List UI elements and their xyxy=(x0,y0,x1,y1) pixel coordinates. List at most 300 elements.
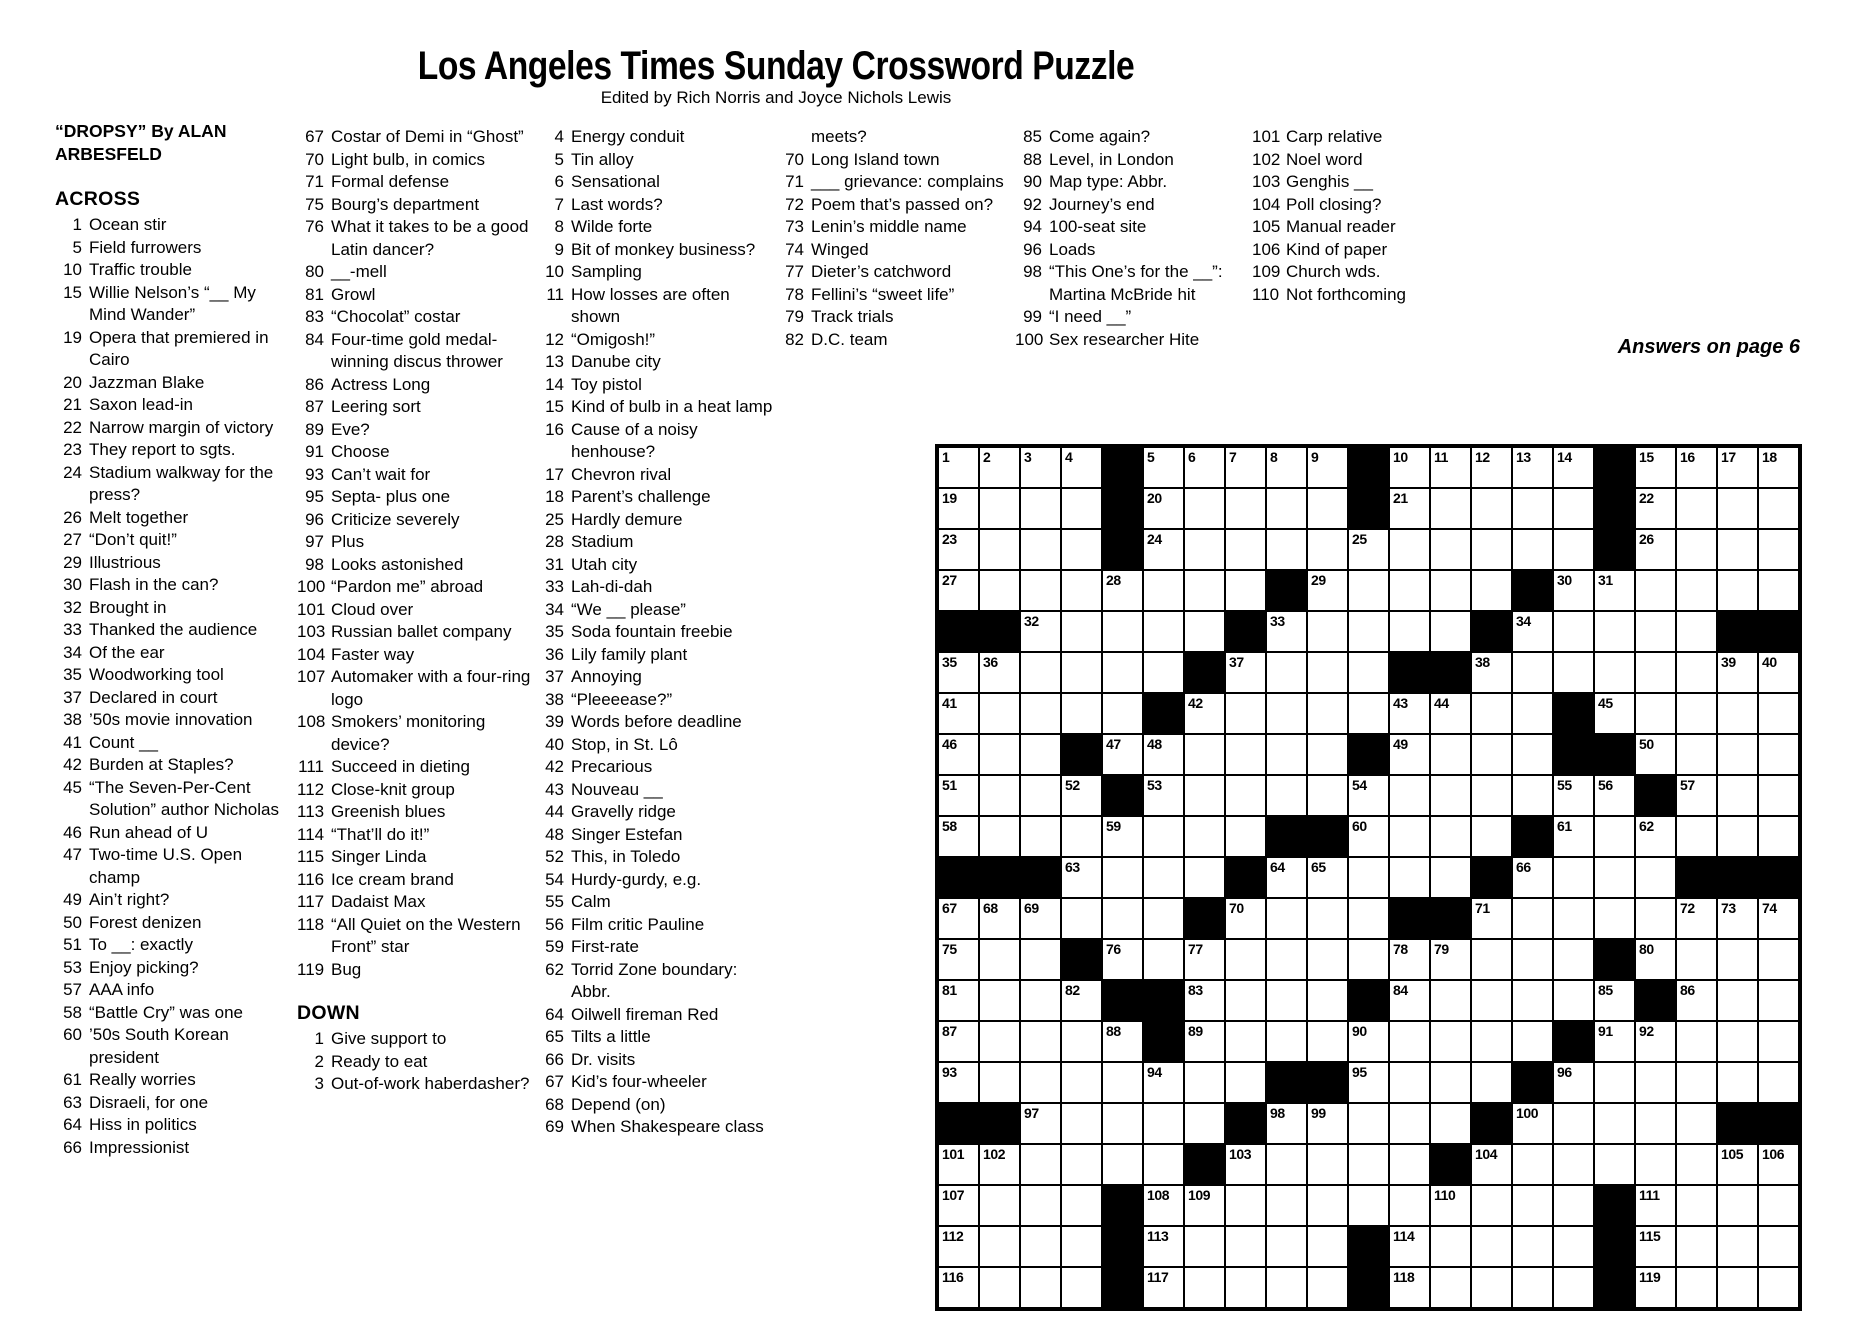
grid-cell[interactable] xyxy=(1062,1104,1101,1143)
grid-cell[interactable] xyxy=(1636,1145,1675,1184)
grid-cell[interactable] xyxy=(1554,940,1593,979)
grid-cell[interactable] xyxy=(1431,489,1470,528)
grid-cell[interactable] xyxy=(1718,735,1757,774)
grid-cell[interactable] xyxy=(1267,1186,1306,1225)
grid-cell[interactable] xyxy=(1103,1063,1142,1102)
grid-cell[interactable] xyxy=(1431,735,1470,774)
grid-cell[interactable] xyxy=(1226,448,1265,487)
grid-cell[interactable] xyxy=(1062,612,1101,651)
grid-cell[interactable] xyxy=(1554,858,1593,897)
grid-cell[interactable] xyxy=(1431,694,1470,733)
grid-cell[interactable] xyxy=(1308,899,1347,938)
grid-cell[interactable] xyxy=(1636,858,1675,897)
grid-cell[interactable] xyxy=(1021,571,1060,610)
grid-cell[interactable] xyxy=(1021,1145,1060,1184)
grid-cell[interactable] xyxy=(1554,899,1593,938)
grid-cell[interactable] xyxy=(1062,899,1101,938)
grid-cell[interactable] xyxy=(1267,1145,1306,1184)
grid-cell[interactable] xyxy=(1554,1268,1593,1307)
grid-cell[interactable] xyxy=(1390,1227,1429,1266)
grid-cell[interactable] xyxy=(1308,858,1347,897)
grid-cell[interactable] xyxy=(1185,612,1224,651)
grid-cell[interactable] xyxy=(1144,1268,1183,1307)
grid-cell[interactable] xyxy=(1636,653,1675,692)
grid-cell[interactable] xyxy=(1267,735,1306,774)
grid-cell[interactable] xyxy=(980,1227,1019,1266)
grid-cell[interactable] xyxy=(1636,1268,1675,1307)
grid-cell[interactable] xyxy=(1021,899,1060,938)
grid-cell[interactable] xyxy=(1472,735,1511,774)
grid-cell[interactable] xyxy=(1677,1022,1716,1061)
grid-cell[interactable] xyxy=(1390,1186,1429,1225)
grid-cell[interactable] xyxy=(1144,858,1183,897)
grid-cell[interactable] xyxy=(1718,1186,1757,1225)
grid-cell[interactable] xyxy=(1185,489,1224,528)
grid-cell[interactable] xyxy=(1103,899,1142,938)
grid-cell[interactable] xyxy=(1513,1022,1552,1061)
grid-cell[interactable] xyxy=(939,1227,978,1266)
grid-cell[interactable] xyxy=(980,817,1019,856)
grid-cell[interactable] xyxy=(1759,571,1798,610)
grid-cell[interactable] xyxy=(1677,694,1716,733)
grid-cell[interactable] xyxy=(1472,1268,1511,1307)
grid-cell[interactable] xyxy=(1021,694,1060,733)
grid-cell[interactable] xyxy=(1390,571,1429,610)
grid-cell[interactable] xyxy=(1718,776,1757,815)
grid-cell[interactable] xyxy=(1472,489,1511,528)
grid-cell[interactable] xyxy=(1595,1104,1634,1143)
grid-cell[interactable] xyxy=(1144,1104,1183,1143)
grid-cell[interactable] xyxy=(1554,1063,1593,1102)
grid-cell[interactable] xyxy=(1062,776,1101,815)
grid-cell[interactable] xyxy=(1390,735,1429,774)
grid-cell[interactable] xyxy=(1308,571,1347,610)
grid-cell[interactable] xyxy=(1718,1063,1757,1102)
grid-cell[interactable] xyxy=(1185,981,1224,1020)
grid-cell[interactable] xyxy=(1226,571,1265,610)
grid-cell[interactable] xyxy=(1513,940,1552,979)
grid-cell[interactable] xyxy=(980,1063,1019,1102)
grid-cell[interactable] xyxy=(1349,776,1388,815)
grid-cell[interactable] xyxy=(1226,1145,1265,1184)
grid-cell[interactable] xyxy=(1185,530,1224,569)
grid-cell[interactable] xyxy=(1185,776,1224,815)
grid-cell[interactable] xyxy=(1349,694,1388,733)
grid-cell[interactable] xyxy=(980,1022,1019,1061)
grid-cell[interactable] xyxy=(1677,1063,1716,1102)
grid-cell[interactable] xyxy=(1144,735,1183,774)
grid-cell[interactable] xyxy=(939,776,978,815)
grid-cell[interactable] xyxy=(1513,530,1552,569)
grid-cell[interactable] xyxy=(980,694,1019,733)
grid-cell[interactable] xyxy=(1267,1268,1306,1307)
grid-cell[interactable] xyxy=(1472,1022,1511,1061)
grid-cell[interactable] xyxy=(1144,899,1183,938)
grid-cell[interactable] xyxy=(1267,981,1306,1020)
grid-cell[interactable] xyxy=(1021,1186,1060,1225)
grid-cell[interactable] xyxy=(1226,1063,1265,1102)
grid-cell[interactable] xyxy=(1472,940,1511,979)
grid-cell[interactable] xyxy=(1554,981,1593,1020)
grid-cell[interactable] xyxy=(939,1268,978,1307)
grid-cell[interactable] xyxy=(1144,530,1183,569)
grid-cell[interactable] xyxy=(1513,776,1552,815)
grid-cell[interactable] xyxy=(939,940,978,979)
grid-cell[interactable] xyxy=(1185,1104,1224,1143)
grid-cell[interactable] xyxy=(1349,1063,1388,1102)
grid-cell[interactable] xyxy=(1390,694,1429,733)
grid-cell[interactable] xyxy=(1718,653,1757,692)
grid-cell[interactable] xyxy=(939,489,978,528)
grid-cell[interactable] xyxy=(1472,817,1511,856)
grid-cell[interactable] xyxy=(939,817,978,856)
grid-cell[interactable] xyxy=(1021,1227,1060,1266)
grid-cell[interactable] xyxy=(1267,612,1306,651)
grid-cell[interactable] xyxy=(1472,530,1511,569)
grid-cell[interactable] xyxy=(1144,940,1183,979)
grid-cell[interactable] xyxy=(1431,1063,1470,1102)
grid-cell[interactable] xyxy=(1636,1186,1675,1225)
grid-cell[interactable] xyxy=(1759,530,1798,569)
grid-cell[interactable] xyxy=(1021,981,1060,1020)
grid-cell[interactable] xyxy=(1062,530,1101,569)
grid-cell[interactable] xyxy=(1677,489,1716,528)
grid-cell[interactable] xyxy=(1226,1186,1265,1225)
grid-cell[interactable] xyxy=(1349,1145,1388,1184)
grid-cell[interactable] xyxy=(1677,817,1716,856)
grid-cell[interactable] xyxy=(1308,940,1347,979)
grid-cell[interactable] xyxy=(1144,817,1183,856)
grid-cell[interactable] xyxy=(1431,940,1470,979)
grid-cell[interactable] xyxy=(1349,1022,1388,1061)
grid-cell[interactable] xyxy=(1431,1268,1470,1307)
grid-cell[interactable] xyxy=(1021,735,1060,774)
grid-cell[interactable] xyxy=(1636,940,1675,979)
grid-cell[interactable] xyxy=(1472,1227,1511,1266)
grid-cell[interactable] xyxy=(980,1268,1019,1307)
grid-cell[interactable] xyxy=(1144,1145,1183,1184)
grid-cell[interactable] xyxy=(1226,489,1265,528)
grid-cell[interactable] xyxy=(1759,1022,1798,1061)
grid-cell[interactable] xyxy=(1144,653,1183,692)
grid-cell[interactable] xyxy=(1062,1022,1101,1061)
grid-cell[interactable] xyxy=(1185,694,1224,733)
grid-cell[interactable] xyxy=(939,1145,978,1184)
grid-cell[interactable] xyxy=(1103,694,1142,733)
grid-cell[interactable] xyxy=(980,448,1019,487)
grid-cell[interactable] xyxy=(1021,776,1060,815)
grid-cell[interactable] xyxy=(1431,1186,1470,1225)
grid-cell[interactable] xyxy=(1554,817,1593,856)
grid-cell[interactable] xyxy=(1226,735,1265,774)
grid-cell[interactable] xyxy=(980,776,1019,815)
grid-cell[interactable] xyxy=(1308,776,1347,815)
grid-cell[interactable] xyxy=(1677,571,1716,610)
grid-cell[interactable] xyxy=(1267,1227,1306,1266)
grid-cell[interactable] xyxy=(1062,858,1101,897)
grid-cell[interactable] xyxy=(1595,1063,1634,1102)
grid-cell[interactable] xyxy=(1472,899,1511,938)
grid-cell[interactable] xyxy=(1636,735,1675,774)
grid-cell[interactable] xyxy=(1595,653,1634,692)
grid-cell[interactable] xyxy=(1390,1063,1429,1102)
grid-cell[interactable] xyxy=(1349,899,1388,938)
grid-cell[interactable] xyxy=(1718,981,1757,1020)
grid-cell[interactable] xyxy=(1513,653,1552,692)
grid-cell[interactable] xyxy=(1021,817,1060,856)
grid-cell[interactable] xyxy=(980,653,1019,692)
grid-cell[interactable] xyxy=(1513,694,1552,733)
grid-cell[interactable] xyxy=(1636,1227,1675,1266)
grid-cell[interactable] xyxy=(1226,1227,1265,1266)
grid-cell[interactable] xyxy=(1144,1186,1183,1225)
grid-cell[interactable] xyxy=(939,694,978,733)
grid-cell[interactable] xyxy=(1185,1186,1224,1225)
grid-cell[interactable] xyxy=(1472,694,1511,733)
grid-cell[interactable] xyxy=(1718,571,1757,610)
grid-cell[interactable] xyxy=(1308,735,1347,774)
grid-cell[interactable] xyxy=(1472,653,1511,692)
grid-cell[interactable] xyxy=(1308,1186,1347,1225)
grid-cell[interactable] xyxy=(1103,817,1142,856)
grid-cell[interactable] xyxy=(1718,1022,1757,1061)
grid-cell[interactable] xyxy=(1267,940,1306,979)
grid-cell[interactable] xyxy=(1595,858,1634,897)
grid-cell[interactable] xyxy=(1103,571,1142,610)
grid-cell[interactable] xyxy=(1021,612,1060,651)
grid-cell[interactable] xyxy=(1390,1145,1429,1184)
grid-cell[interactable] xyxy=(1636,612,1675,651)
grid-cell[interactable] xyxy=(980,899,1019,938)
grid-cell[interactable] xyxy=(1431,612,1470,651)
grid-cell[interactable] xyxy=(1308,653,1347,692)
grid-cell[interactable] xyxy=(1718,694,1757,733)
grid-cell[interactable] xyxy=(1759,735,1798,774)
grid-cell[interactable] xyxy=(1103,1104,1142,1143)
grid-cell[interactable] xyxy=(1062,653,1101,692)
grid-cell[interactable] xyxy=(1718,1145,1757,1184)
grid-cell[interactable] xyxy=(1513,1186,1552,1225)
grid-cell[interactable] xyxy=(1677,1227,1716,1266)
grid-cell[interactable] xyxy=(1185,571,1224,610)
grid-cell[interactable] xyxy=(1595,981,1634,1020)
grid-cell[interactable] xyxy=(1021,530,1060,569)
grid-cell[interactable] xyxy=(1595,776,1634,815)
grid-cell[interactable] xyxy=(1554,530,1593,569)
grid-cell[interactable] xyxy=(1677,899,1716,938)
grid-cell[interactable] xyxy=(1472,1145,1511,1184)
grid-cell[interactable] xyxy=(1390,1268,1429,1307)
grid-cell[interactable] xyxy=(1718,817,1757,856)
grid-cell[interactable] xyxy=(1513,1227,1552,1266)
grid-cell[interactable] xyxy=(1554,1145,1593,1184)
grid-cell[interactable] xyxy=(1185,735,1224,774)
grid-cell[interactable] xyxy=(1144,448,1183,487)
grid-cell[interactable] xyxy=(1062,694,1101,733)
grid-cell[interactable] xyxy=(1472,981,1511,1020)
grid-cell[interactable] xyxy=(1718,530,1757,569)
grid-cell[interactable] xyxy=(1472,1063,1511,1102)
grid-cell[interactable] xyxy=(1349,653,1388,692)
grid-cell[interactable] xyxy=(1472,776,1511,815)
grid-cell[interactable] xyxy=(1554,1104,1593,1143)
grid-cell[interactable] xyxy=(1226,981,1265,1020)
grid-cell[interactable] xyxy=(1513,489,1552,528)
grid-cell[interactable] xyxy=(1759,899,1798,938)
grid-cell[interactable] xyxy=(1308,489,1347,528)
grid-cell[interactable] xyxy=(1595,571,1634,610)
grid-cell[interactable] xyxy=(1021,653,1060,692)
grid-cell[interactable] xyxy=(1267,448,1306,487)
grid-cell[interactable] xyxy=(1513,1104,1552,1143)
grid-cell[interactable] xyxy=(1718,448,1757,487)
grid-cell[interactable] xyxy=(1636,817,1675,856)
grid-cell[interactable] xyxy=(1349,1186,1388,1225)
grid-cell[interactable] xyxy=(1759,1186,1798,1225)
grid-cell[interactable] xyxy=(1554,653,1593,692)
grid-cell[interactable] xyxy=(1021,489,1060,528)
grid-cell[interactable] xyxy=(1062,448,1101,487)
grid-cell[interactable] xyxy=(980,981,1019,1020)
grid-cell[interactable] xyxy=(1308,1227,1347,1266)
grid-cell[interactable] xyxy=(1062,1145,1101,1184)
grid-cell[interactable] xyxy=(1021,448,1060,487)
grid-cell[interactable] xyxy=(1226,817,1265,856)
grid-cell[interactable] xyxy=(1759,1063,1798,1102)
grid-cell[interactable] xyxy=(1513,858,1552,897)
grid-cell[interactable] xyxy=(1103,858,1142,897)
grid-cell[interactable] xyxy=(1062,571,1101,610)
grid-cell[interactable] xyxy=(1226,776,1265,815)
grid-cell[interactable] xyxy=(1431,858,1470,897)
grid-cell[interactable] xyxy=(1185,1227,1224,1266)
grid-cell[interactable] xyxy=(939,653,978,692)
grid-cell[interactable] xyxy=(1308,1145,1347,1184)
grid-cell[interactable] xyxy=(1308,530,1347,569)
grid-cell[interactable] xyxy=(1431,776,1470,815)
grid-cell[interactable] xyxy=(1185,1268,1224,1307)
grid-cell[interactable] xyxy=(1595,694,1634,733)
grid-cell[interactable] xyxy=(980,489,1019,528)
grid-cell[interactable] xyxy=(1595,899,1634,938)
grid-cell[interactable] xyxy=(939,448,978,487)
grid-cell[interactable] xyxy=(1390,1022,1429,1061)
grid-cell[interactable] xyxy=(1021,1104,1060,1143)
grid-cell[interactable] xyxy=(1677,1104,1716,1143)
grid-cell[interactable] xyxy=(1513,1145,1552,1184)
grid-cell[interactable] xyxy=(1390,489,1429,528)
grid-cell[interactable] xyxy=(1554,776,1593,815)
grid-cell[interactable] xyxy=(1267,489,1306,528)
grid-cell[interactable] xyxy=(1103,612,1142,651)
grid-cell[interactable] xyxy=(1349,817,1388,856)
grid-cell[interactable] xyxy=(1554,1227,1593,1266)
grid-cell[interactable] xyxy=(1677,940,1716,979)
grid-cell[interactable] xyxy=(1267,653,1306,692)
grid-cell[interactable] xyxy=(980,940,1019,979)
grid-cell[interactable] xyxy=(1226,530,1265,569)
grid-cell[interactable] xyxy=(1636,489,1675,528)
grid-cell[interactable] xyxy=(939,1022,978,1061)
grid-cell[interactable] xyxy=(1349,1104,1388,1143)
grid-cell[interactable] xyxy=(1308,1268,1347,1307)
grid-cell[interactable] xyxy=(1759,489,1798,528)
grid-cell[interactable] xyxy=(980,571,1019,610)
grid-cell[interactable] xyxy=(1431,530,1470,569)
grid-cell[interactable] xyxy=(1226,1268,1265,1307)
grid-cell[interactable] xyxy=(1636,1104,1675,1143)
grid-cell[interactable] xyxy=(1062,1063,1101,1102)
grid-cell[interactable] xyxy=(1308,448,1347,487)
grid-cell[interactable] xyxy=(1103,1145,1142,1184)
grid-cell[interactable] xyxy=(939,1186,978,1225)
grid-cell[interactable] xyxy=(1185,817,1224,856)
grid-cell[interactable] xyxy=(1636,899,1675,938)
grid-cell[interactable] xyxy=(1513,1268,1552,1307)
grid-cell[interactable] xyxy=(1636,530,1675,569)
grid-cell[interactable] xyxy=(1349,530,1388,569)
grid-cell[interactable] xyxy=(1185,1063,1224,1102)
grid-cell[interactable] xyxy=(1021,940,1060,979)
grid-cell[interactable] xyxy=(1390,981,1429,1020)
grid-cell[interactable] xyxy=(1636,1022,1675,1061)
grid-cell[interactable] xyxy=(1636,1063,1675,1102)
grid-cell[interactable] xyxy=(1144,571,1183,610)
grid-cell[interactable] xyxy=(1431,571,1470,610)
grid-cell[interactable] xyxy=(1390,1104,1429,1143)
grid-cell[interactable] xyxy=(1431,817,1470,856)
grid-cell[interactable] xyxy=(1677,1145,1716,1184)
grid-cell[interactable] xyxy=(1144,1063,1183,1102)
grid-cell[interactable] xyxy=(1390,940,1429,979)
grid-cell[interactable] xyxy=(980,530,1019,569)
grid-cell[interactable] xyxy=(1431,981,1470,1020)
grid-cell[interactable] xyxy=(1759,817,1798,856)
grid-cell[interactable] xyxy=(1103,1022,1142,1061)
grid-cell[interactable] xyxy=(939,530,978,569)
grid-cell[interactable] xyxy=(1595,612,1634,651)
grid-cell[interactable] xyxy=(1513,981,1552,1020)
grid-cell[interactable] xyxy=(1349,858,1388,897)
grid-cell[interactable] xyxy=(939,1063,978,1102)
grid-cell[interactable] xyxy=(1472,1186,1511,1225)
grid-cell[interactable] xyxy=(1267,1022,1306,1061)
grid-cell[interactable] xyxy=(1677,776,1716,815)
grid-cell[interactable] xyxy=(939,981,978,1020)
grid-cell[interactable] xyxy=(939,735,978,774)
grid-cell[interactable] xyxy=(1308,981,1347,1020)
grid-cell[interactable] xyxy=(1226,694,1265,733)
grid-cell[interactable] xyxy=(1431,1104,1470,1143)
grid-cell[interactable] xyxy=(980,735,1019,774)
grid-cell[interactable] xyxy=(1390,612,1429,651)
grid-cell[interactable] xyxy=(1185,858,1224,897)
grid-cell[interactable] xyxy=(1390,858,1429,897)
grid-cell[interactable] xyxy=(1513,899,1552,938)
grid-cell[interactable] xyxy=(1636,694,1675,733)
grid-cell[interactable] xyxy=(1267,1104,1306,1143)
grid-cell[interactable] xyxy=(1431,1022,1470,1061)
grid-cell[interactable] xyxy=(1677,735,1716,774)
grid-cell[interactable] xyxy=(1554,1186,1593,1225)
grid-cell[interactable] xyxy=(939,571,978,610)
grid-cell[interactable] xyxy=(1062,489,1101,528)
grid-cell[interactable] xyxy=(1513,448,1552,487)
grid-cell[interactable] xyxy=(1267,530,1306,569)
grid-cell[interactable] xyxy=(1759,653,1798,692)
grid-cell[interactable] xyxy=(1554,571,1593,610)
grid-cell[interactable] xyxy=(1390,776,1429,815)
